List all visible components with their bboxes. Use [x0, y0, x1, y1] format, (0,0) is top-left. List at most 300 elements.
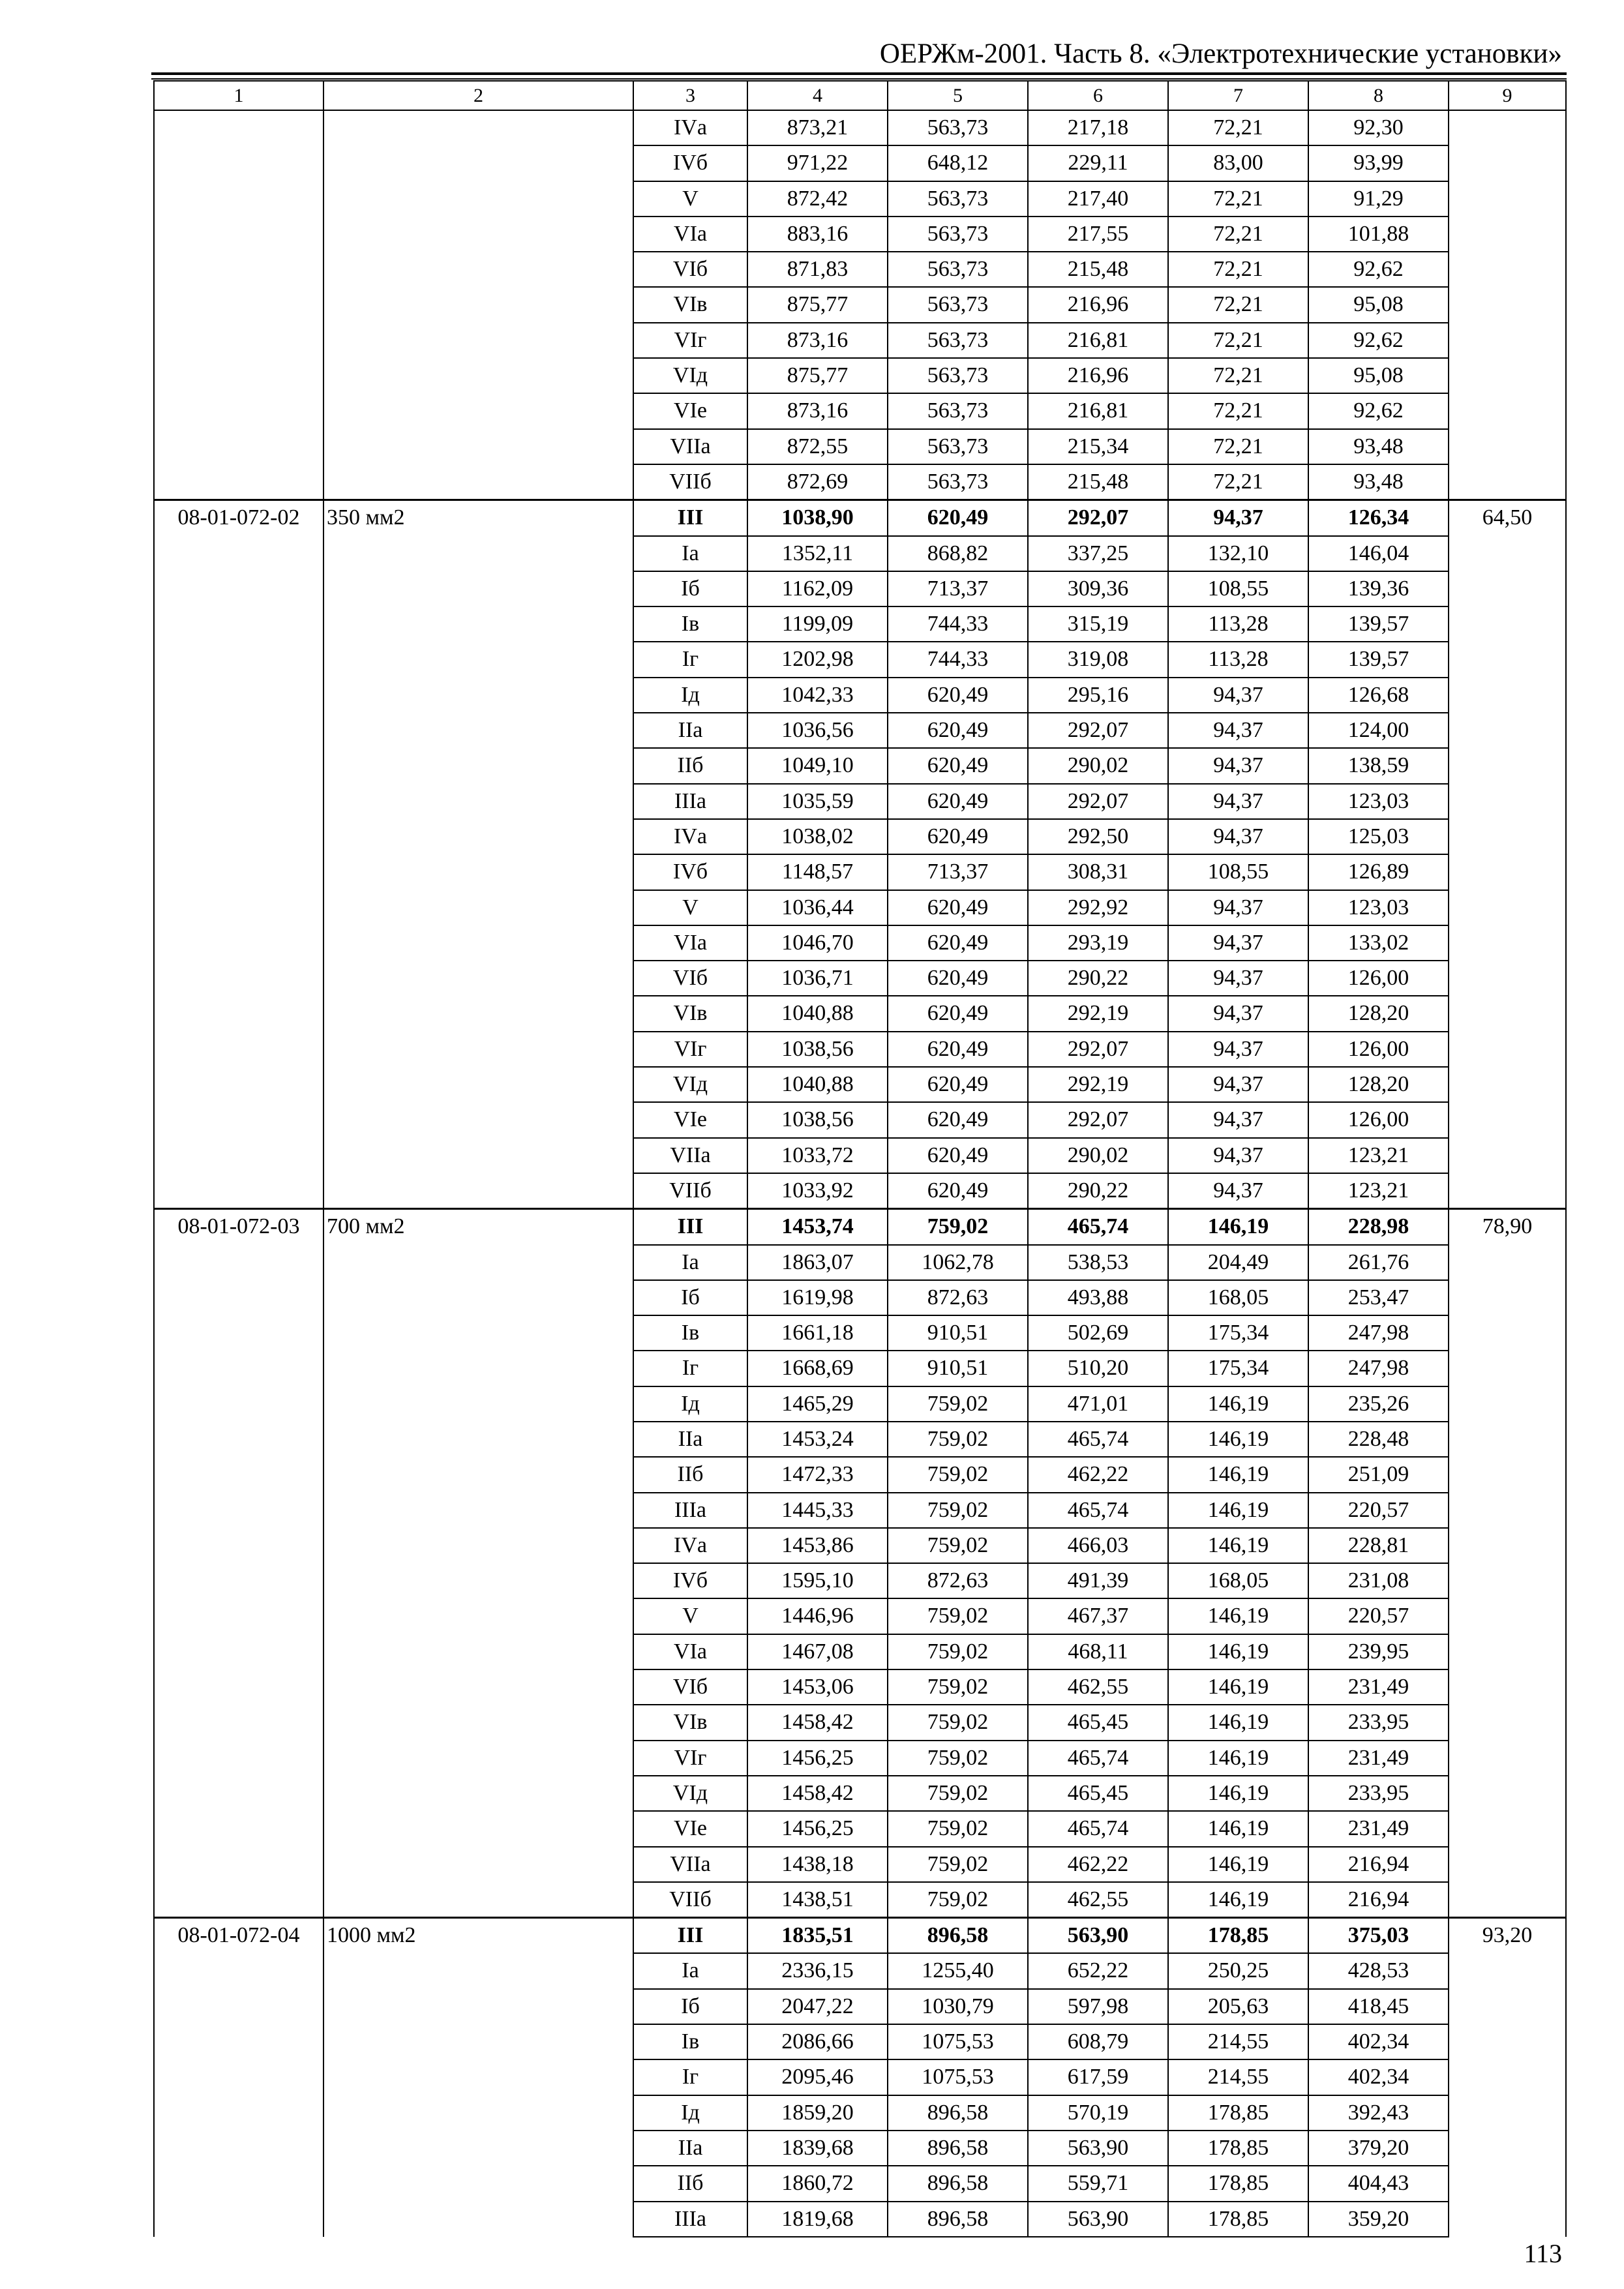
materials-cost: 247,98 [1308, 1351, 1449, 1386]
wages: 563,73 [888, 110, 1028, 145]
materials-cost: 95,08 [1308, 287, 1449, 322]
wages: 620,49 [888, 961, 1028, 996]
machine-cost: 290,02 [1028, 1138, 1168, 1173]
machine-cost: 538,53 [1028, 1245, 1168, 1280]
materials-cost: 123,03 [1308, 890, 1449, 925]
materials-cost: 379,20 [1308, 2131, 1449, 2166]
total-cost: 1458,42 [747, 1776, 888, 1811]
zone-label: IVа [633, 110, 747, 145]
materials-cost: 126,68 [1308, 678, 1449, 713]
materials-cost: 126,89 [1308, 854, 1449, 890]
machine-cost: 290,22 [1028, 961, 1168, 996]
machinist-wages: 72,21 [1168, 393, 1308, 428]
column-header: 8 [1308, 81, 1449, 110]
table-body [154, 81, 1566, 2237]
machine-cost: 216,81 [1028, 393, 1168, 428]
materials-cost: 216,94 [1308, 1847, 1449, 1882]
machinist-wages: 72,21 [1168, 464, 1308, 500]
wages: 1075,53 [888, 2024, 1028, 2059]
zone-label: Iб [633, 571, 747, 606]
materials-cost: 220,57 [1308, 1493, 1449, 1528]
wages: 620,49 [888, 748, 1028, 783]
total-cost: 2095,46 [747, 2059, 888, 2095]
total-cost: 1453,24 [747, 1422, 888, 1457]
zone-label: IIб [633, 748, 747, 783]
materials-cost: 228,48 [1308, 1422, 1449, 1457]
machine-cost: 308,31 [1028, 854, 1168, 890]
rate-name: 350 мм2 [323, 500, 633, 1209]
machinist-wages: 94,37 [1168, 925, 1308, 961]
table-row [154, 500, 1566, 536]
wages: 759,02 [888, 1705, 1028, 1740]
machinist-wages: 94,37 [1168, 1173, 1308, 1209]
machinist-wages: 146,19 [1168, 1811, 1308, 1846]
zone-label: Iг [633, 2059, 747, 2095]
materials-cost: 139,57 [1308, 642, 1449, 677]
wages: 759,02 [888, 1847, 1028, 1882]
machine-cost: 292,07 [1028, 784, 1168, 819]
machine-cost: 462,55 [1028, 1882, 1168, 1918]
wages: 759,02 [888, 1882, 1028, 1918]
labor-cost: 78,90 [1449, 1209, 1566, 1918]
machine-cost: 292,92 [1028, 890, 1168, 925]
wages: 620,49 [888, 1173, 1028, 1209]
total-cost: 1036,56 [747, 713, 888, 748]
total-cost: 1458,42 [747, 1705, 888, 1740]
materials-cost: 359,20 [1308, 2202, 1449, 2237]
machine-cost: 652,22 [1028, 1953, 1168, 1988]
total-cost: 873,16 [747, 393, 888, 428]
zone-label: IIIа [633, 2202, 747, 2237]
zone-label: IVб [633, 1563, 747, 1598]
zone-label: VIа [633, 925, 747, 961]
materials-cost: 392,43 [1308, 2095, 1449, 2131]
machinist-wages: 72,21 [1168, 287, 1308, 322]
wages: 563,73 [888, 217, 1028, 252]
total-cost: 1863,07 [747, 1245, 888, 1280]
machinist-wages: 132,10 [1168, 536, 1308, 571]
wages: 563,73 [888, 181, 1028, 217]
total-cost: 1453,86 [747, 1528, 888, 1563]
zone-label: VIб [633, 252, 747, 287]
machinist-wages: 146,19 [1168, 1669, 1308, 1705]
machinist-wages: 94,37 [1168, 996, 1308, 1031]
zone-label: VIIб [633, 1173, 747, 1209]
wages: 620,49 [888, 819, 1028, 854]
machine-cost: 216,81 [1028, 323, 1168, 358]
total-cost: 872,69 [747, 464, 888, 500]
total-cost: 1199,09 [747, 606, 888, 642]
machine-cost: 465,74 [1028, 1422, 1168, 1457]
wages: 759,02 [888, 1811, 1028, 1846]
wages: 896,58 [888, 1918, 1028, 1954]
machine-cost: 292,07 [1028, 713, 1168, 748]
wages: 872,63 [888, 1280, 1028, 1315]
labor-cost: 93,20 [1449, 1918, 1566, 2237]
materials-cost: 233,95 [1308, 1776, 1449, 1811]
rate-name: 1000 мм2 [323, 1918, 633, 2237]
total-cost: 1049,10 [747, 748, 888, 783]
materials-cost: 220,57 [1308, 1598, 1449, 1634]
materials-cost: 253,47 [1308, 1280, 1449, 1315]
materials-cost: 95,08 [1308, 358, 1449, 393]
materials-cost: 123,03 [1308, 784, 1449, 819]
wages: 896,58 [888, 2166, 1028, 2201]
machine-cost: 215,48 [1028, 464, 1168, 500]
wages: 910,51 [888, 1351, 1028, 1386]
zone-label: V [633, 890, 747, 925]
wages: 563,73 [888, 464, 1028, 500]
total-cost: 1859,20 [747, 2095, 888, 2131]
rate-code [154, 110, 323, 500]
machinist-wages: 108,55 [1168, 571, 1308, 606]
machine-cost: 217,40 [1028, 181, 1168, 217]
zone-label: V [633, 1598, 747, 1634]
machine-cost: 337,25 [1028, 536, 1168, 571]
materials-cost: 92,30 [1308, 110, 1449, 145]
total-cost: 1619,98 [747, 1280, 888, 1315]
wages: 563,73 [888, 358, 1028, 393]
labor-cost [1449, 110, 1566, 500]
total-cost: 875,77 [747, 287, 888, 322]
machinist-wages: 178,85 [1168, 2166, 1308, 2201]
total-cost: 1038,90 [747, 500, 888, 536]
materials-cost: 251,09 [1308, 1457, 1449, 1492]
total-cost: 1835,51 [747, 1918, 888, 1954]
machine-cost: 465,74 [1028, 1741, 1168, 1776]
materials-cost: 228,81 [1308, 1528, 1449, 1563]
materials-cost: 231,08 [1308, 1563, 1449, 1598]
total-cost: 2047,22 [747, 1989, 888, 2024]
machine-cost: 502,69 [1028, 1315, 1168, 1351]
machinist-wages: 94,37 [1168, 713, 1308, 748]
machinist-wages: 94,37 [1168, 1067, 1308, 1102]
wages: 759,02 [888, 1741, 1028, 1776]
materials-cost: 126,34 [1308, 500, 1449, 536]
wages: 759,02 [888, 1493, 1028, 1528]
machinist-wages: 205,63 [1168, 1989, 1308, 2024]
zone-label: Iд [633, 678, 747, 713]
machinist-wages: 146,19 [1168, 1457, 1308, 1492]
materials-cost: 101,88 [1308, 217, 1449, 252]
machinist-wages: 146,19 [1168, 1528, 1308, 1563]
wages: 620,49 [888, 1102, 1028, 1137]
zone-label: IIа [633, 713, 747, 748]
zone-label: IVа [633, 819, 747, 854]
table-row [154, 1918, 1566, 1954]
zone-label: VIв [633, 287, 747, 322]
machine-cost: 465,74 [1028, 1493, 1168, 1528]
machinist-wages: 94,37 [1168, 1138, 1308, 1173]
zone-label: VIб [633, 961, 747, 996]
machinist-wages: 72,21 [1168, 429, 1308, 464]
machine-cost: 608,79 [1028, 2024, 1168, 2059]
materials-cost: 402,34 [1308, 2024, 1449, 2059]
wages: 648,12 [888, 145, 1028, 181]
wages: 910,51 [888, 1315, 1028, 1351]
zone-label: VIд [633, 358, 747, 393]
materials-cost: 233,95 [1308, 1705, 1449, 1740]
labor-cost: 64,50 [1449, 500, 1566, 1209]
total-cost: 872,55 [747, 429, 888, 464]
machine-cost: 216,96 [1028, 358, 1168, 393]
zone-label: Iд [633, 2095, 747, 2131]
wages: 759,02 [888, 1669, 1028, 1705]
wages: 759,02 [888, 1209, 1028, 1245]
page-header-title: ОЕРЖм-2001. Часть 8. «Электротехнические установки» [879, 38, 1562, 69]
machinist-wages: 72,21 [1168, 217, 1308, 252]
total-cost: 1040,88 [747, 1067, 888, 1102]
materials-cost: 216,94 [1308, 1882, 1449, 1918]
machine-cost: 215,34 [1028, 429, 1168, 464]
materials-cost: 125,03 [1308, 819, 1449, 854]
machine-cost: 292,19 [1028, 1067, 1168, 1102]
wages: 868,82 [888, 536, 1028, 571]
machinist-wages: 178,85 [1168, 2202, 1308, 2237]
zone-label: VIг [633, 1741, 747, 1776]
column-header: 2 [323, 81, 633, 110]
machinist-wages: 146,19 [1168, 1741, 1308, 1776]
machinist-wages: 94,37 [1168, 678, 1308, 713]
wages: 563,73 [888, 429, 1028, 464]
materials-cost: 231,49 [1308, 1669, 1449, 1705]
machine-cost: 570,19 [1028, 2095, 1168, 2131]
zone-label: VIIб [633, 1882, 747, 1918]
materials-cost: 126,00 [1308, 1102, 1449, 1137]
column-header: 6 [1028, 81, 1168, 110]
materials-cost: 92,62 [1308, 323, 1449, 358]
machinist-wages: 146,19 [1168, 1386, 1308, 1422]
machine-cost: 462,22 [1028, 1847, 1168, 1882]
zone-label: Iа [633, 536, 747, 571]
materials-cost: 239,95 [1308, 1634, 1449, 1669]
total-cost: 1839,68 [747, 2131, 888, 2166]
machinist-wages: 204,49 [1168, 1245, 1308, 1280]
materials-cost: 418,45 [1308, 1989, 1449, 2024]
zone-label: Iа [633, 1953, 747, 1988]
total-cost: 1661,18 [747, 1315, 888, 1351]
machine-cost: 465,74 [1028, 1209, 1168, 1245]
materials-cost: 123,21 [1308, 1173, 1449, 1209]
wages: 744,33 [888, 642, 1028, 677]
materials-cost: 235,26 [1308, 1386, 1449, 1422]
wages: 759,02 [888, 1776, 1028, 1811]
machine-cost: 563,90 [1028, 2202, 1168, 2237]
machine-cost: 465,45 [1028, 1776, 1168, 1811]
materials-cost: 128,20 [1308, 996, 1449, 1031]
zone-label: III [633, 1918, 747, 1954]
machine-cost: 293,19 [1028, 925, 1168, 961]
total-cost: 1352,11 [747, 536, 888, 571]
zone-label: VIб [633, 1669, 747, 1705]
zone-label: Iд [633, 1386, 747, 1422]
materials-cost: 93,48 [1308, 464, 1449, 500]
zone-label: VIа [633, 217, 747, 252]
materials-cost: 261,76 [1308, 1245, 1449, 1280]
wages: 759,02 [888, 1457, 1028, 1492]
wages: 620,49 [888, 1067, 1028, 1102]
total-cost: 1438,18 [747, 1847, 888, 1882]
machinist-wages: 146,19 [1168, 1882, 1308, 1918]
machinist-wages: 72,21 [1168, 181, 1308, 217]
wages: 1255,40 [888, 1953, 1028, 1988]
total-cost: 1445,33 [747, 1493, 888, 1528]
total-cost: 1453,74 [747, 1209, 888, 1245]
machinist-wages: 146,19 [1168, 1776, 1308, 1811]
zone-label: VIв [633, 1705, 747, 1740]
materials-cost: 128,20 [1308, 1067, 1449, 1102]
machine-cost: 468,11 [1028, 1634, 1168, 1669]
machinist-wages: 94,37 [1168, 961, 1308, 996]
wages: 620,49 [888, 890, 1028, 925]
wages: 713,37 [888, 854, 1028, 890]
machinist-wages: 214,55 [1168, 2059, 1308, 2095]
wages: 1062,78 [888, 1245, 1028, 1280]
machinist-wages: 83,00 [1168, 145, 1308, 181]
header-rule-thin [151, 78, 1567, 80]
total-cost: 1465,29 [747, 1386, 888, 1422]
machine-cost: 466,03 [1028, 1528, 1168, 1563]
total-cost: 1453,06 [747, 1669, 888, 1705]
total-cost: 1040,88 [747, 996, 888, 1031]
total-cost: 1148,57 [747, 854, 888, 890]
wages: 563,73 [888, 393, 1028, 428]
machinist-wages: 72,21 [1168, 358, 1308, 393]
machine-cost: 292,07 [1028, 500, 1168, 536]
machine-cost: 465,74 [1028, 1811, 1168, 1846]
wages: 620,49 [888, 1032, 1028, 1067]
rate-code: 08-01-072-04 [154, 1918, 323, 2237]
total-cost: 1036,71 [747, 961, 888, 996]
page-number: 113 [1524, 2239, 1562, 2268]
total-cost: 1042,33 [747, 678, 888, 713]
zone-label: VIе [633, 1811, 747, 1846]
wages: 896,58 [888, 2131, 1028, 2166]
machine-cost: 597,98 [1028, 1989, 1168, 2024]
total-cost: 1456,25 [747, 1811, 888, 1846]
machine-cost: 217,18 [1028, 110, 1168, 145]
machinist-wages: 178,85 [1168, 1918, 1308, 1954]
total-cost: 1202,98 [747, 642, 888, 677]
machine-cost: 559,71 [1028, 2166, 1168, 2201]
wages: 759,02 [888, 1598, 1028, 1634]
materials-cost: 231,49 [1308, 1741, 1449, 1776]
column-header: 9 [1449, 81, 1566, 110]
total-cost: 873,21 [747, 110, 888, 145]
machinist-wages: 178,85 [1168, 2095, 1308, 2131]
rate-code: 08-01-072-03 [154, 1209, 323, 1918]
total-cost: 1033,92 [747, 1173, 888, 1209]
column-header: 1 [154, 81, 323, 110]
materials-cost: 402,34 [1308, 2059, 1449, 2095]
total-cost: 1033,72 [747, 1138, 888, 1173]
machine-cost: 563,90 [1028, 2131, 1168, 2166]
column-header-row [154, 81, 1566, 110]
materials-cost: 138,59 [1308, 748, 1449, 783]
total-cost: 971,22 [747, 145, 888, 181]
machinist-wages: 94,37 [1168, 1032, 1308, 1067]
wages: 759,02 [888, 1634, 1028, 1669]
zone-label: VIIа [633, 429, 747, 464]
materials-cost: 126,00 [1308, 1032, 1449, 1067]
wages: 620,49 [888, 713, 1028, 748]
wages: 896,58 [888, 2095, 1028, 2131]
zone-label: VIв [633, 996, 747, 1031]
machinist-wages: 108,55 [1168, 854, 1308, 890]
zone-label: V [633, 181, 747, 217]
total-cost: 875,77 [747, 358, 888, 393]
machinist-wages: 250,25 [1168, 1953, 1308, 1988]
rate-code: 08-01-072-02 [154, 500, 323, 1209]
total-cost: 1467,08 [747, 1634, 888, 1669]
machinist-wages: 146,19 [1168, 1847, 1308, 1882]
machinist-wages: 146,19 [1168, 1493, 1308, 1528]
machinist-wages: 72,21 [1168, 323, 1308, 358]
column-header: 4 [747, 81, 888, 110]
machinist-wages: 175,34 [1168, 1351, 1308, 1386]
total-cost: 1038,02 [747, 819, 888, 854]
wages: 563,73 [888, 323, 1028, 358]
wages: 872,63 [888, 1563, 1028, 1598]
machinist-wages: 214,55 [1168, 2024, 1308, 2059]
zone-label: VIIа [633, 1138, 747, 1173]
materials-cost: 139,57 [1308, 606, 1449, 642]
machine-cost: 467,37 [1028, 1598, 1168, 1634]
zone-label: VIг [633, 1032, 747, 1067]
wages: 620,49 [888, 996, 1028, 1031]
machinist-wages: 94,37 [1168, 500, 1308, 536]
zone-label: IIIа [633, 1493, 747, 1528]
header-rule-thick [151, 72, 1567, 75]
machine-cost: 229,11 [1028, 145, 1168, 181]
materials-cost: 91,29 [1308, 181, 1449, 217]
zone-label: Iа [633, 1245, 747, 1280]
zone-label: Iг [633, 642, 747, 677]
machinist-wages: 146,19 [1168, 1422, 1308, 1457]
total-cost: 1038,56 [747, 1102, 888, 1137]
zone-label: VIIа [633, 1847, 747, 1882]
wages: 620,49 [888, 925, 1028, 961]
materials-cost: 231,49 [1308, 1811, 1449, 1846]
materials-cost: 247,98 [1308, 1315, 1449, 1351]
materials-cost: 146,04 [1308, 536, 1449, 571]
machine-cost: 292,50 [1028, 819, 1168, 854]
materials-cost: 92,62 [1308, 252, 1449, 287]
zone-label: VIIб [633, 464, 747, 500]
wages: 620,49 [888, 784, 1028, 819]
zone-label: VIа [633, 1634, 747, 1669]
total-cost: 872,42 [747, 181, 888, 217]
column-header: 3 [633, 81, 747, 110]
machine-cost: 290,22 [1028, 1173, 1168, 1209]
zone-label: IIб [633, 1457, 747, 1492]
materials-cost: 93,99 [1308, 145, 1449, 181]
total-cost: 873,16 [747, 323, 888, 358]
machine-cost: 617,59 [1028, 2059, 1168, 2095]
total-cost: 1819,68 [747, 2202, 888, 2237]
zone-label: IVб [633, 145, 747, 181]
zone-label: IIа [633, 1422, 747, 1457]
wages: 620,49 [888, 500, 1028, 536]
machine-cost: 493,88 [1028, 1280, 1168, 1315]
machinist-wages: 94,37 [1168, 748, 1308, 783]
table-row [154, 110, 1566, 145]
zone-label: VIг [633, 323, 747, 358]
machinist-wages: 94,37 [1168, 890, 1308, 925]
total-cost: 1438,51 [747, 1882, 888, 1918]
zone-label: VIд [633, 1067, 747, 1102]
machine-cost: 292,19 [1028, 996, 1168, 1031]
